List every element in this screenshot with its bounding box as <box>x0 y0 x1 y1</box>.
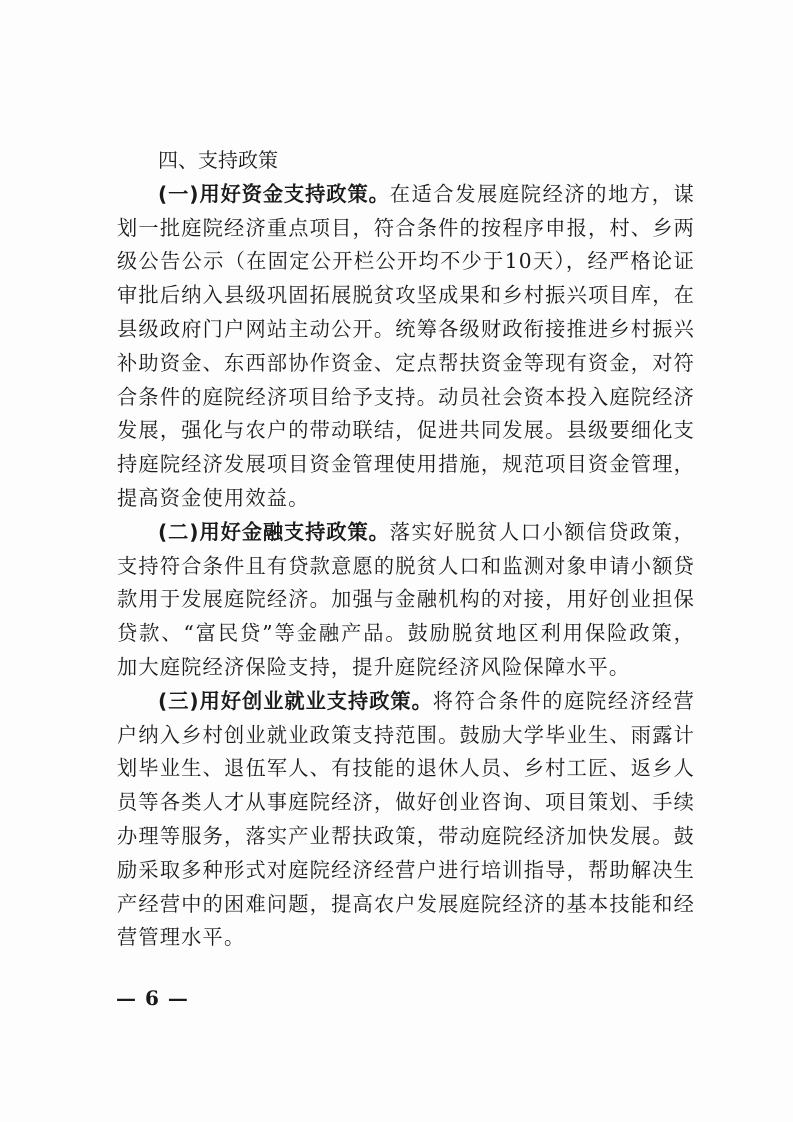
paragraph-title: (二)用好金融支持政策。 <box>158 519 390 544</box>
paragraph-funding-policy <box>117 178 695 516</box>
section-heading: 四、支持政策 <box>158 148 278 172</box>
paragraph-title: (三)用好创业就业支持政策。 <box>158 688 433 713</box>
paragraph-text: 将符合条件的庭院经济经营户纳入乡村创业就业政策支持范围。鼓励大学毕业生、雨露计划毕业生、退伍军人、有技能的退休人员、乡村工匠、返乡人员等各类人才从事庭院经济，做好创业咨询、项目策划、手续办理等服务，落实产业帮扶政策，带动庭院经济加快发展。鼓励采取多种形式对庭院经济经营户进行培训指导，帮助解决生产经营中的困难问题，提高农户发展庭院经济的基本技能和经营管理水平。 <box>117 688 695 950</box>
paragraph-employment-policy <box>117 685 695 955</box>
paragraph-text: 在适合发展庭院经济的地方，谋划一批庭院经济重点项目，符合条件的按程序申报，村、乡两级公告公示（在固定公开栏公开均不少于10天），经严格论证审批后纳入县级巩固拓展脱贫攻坚成果和乡村振兴项目库，在县级政府门户网站主动公开。统筹各级财政衔接推进乡村振兴补助资金、东西部协作资金、定点帮扶资金等现有资金，对符合条件的庭院经济项目给予支持。动员社会资本投入庭院经济发展，强化与农户的带动联结，促进共同发展。县级要细化支持庭院经济发展项目资金管理使用措施，规范项目资金管理，提高资金使用效益。 <box>117 181 695 510</box>
paragraph-finance-policy <box>117 516 695 685</box>
page-number: — 6 — <box>116 986 189 1010</box>
paragraph-text: 落实好脱贫人口小额信贷政策，支持符合条件且有贷款意愿的脱贫人口和监测对象申请小额贷款用于发展庭院经济。加强与金融机构的对接，用好创业担保贷款、“富民贷”等金融产品。鼓励脱贫地区利用保险政策，加大庭院经济保险支持，提升庭院经济风险保障水平。 <box>117 519 695 679</box>
document-body <box>117 144 695 955</box>
paragraph-title: (一)用好资金支持政策。 <box>158 181 390 206</box>
